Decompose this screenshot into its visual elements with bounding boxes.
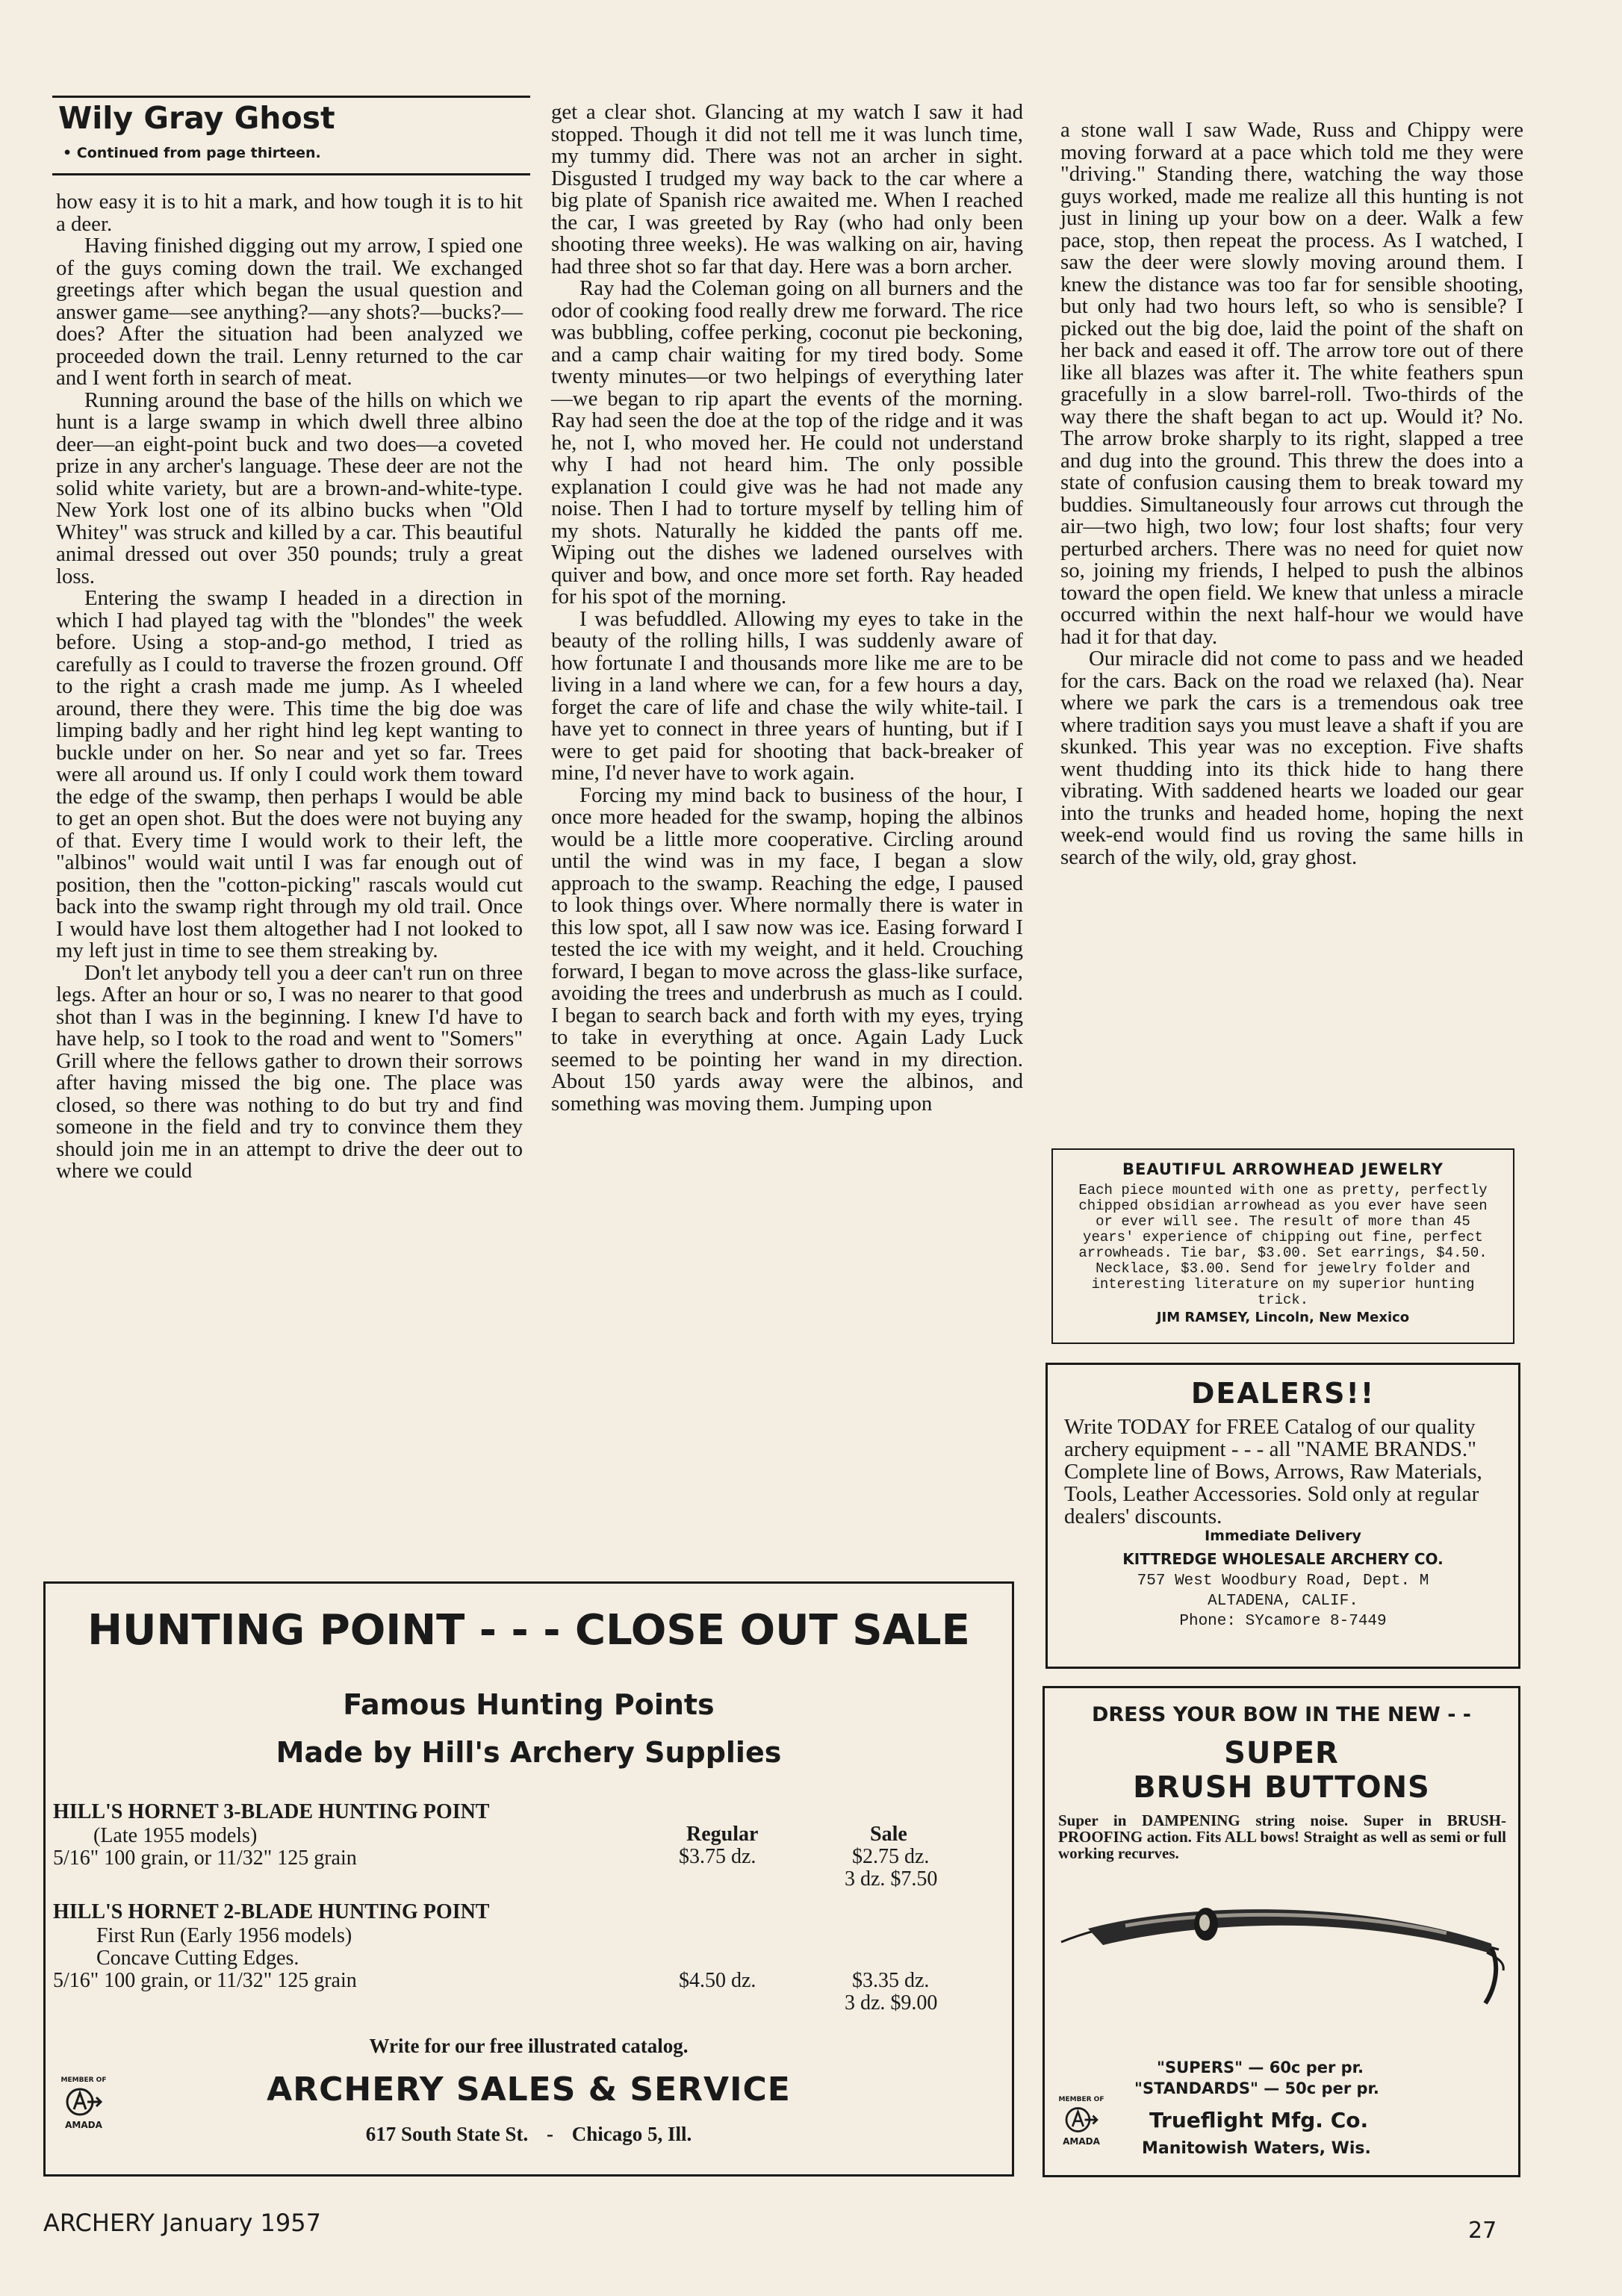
hunting-ad-separator: - [547, 2123, 553, 2145]
amada-logo [58, 2076, 110, 2130]
hunting-ad-company: ARCHERY SALES & SERVICE [267, 2071, 791, 2109]
brush-title-1: SUPER [1224, 1736, 1339, 1770]
product-2-name: HILL'S HORNET 2-BLADE HUNTING POINT [53, 1900, 490, 1923]
hunting-ad-subtitle-1: Famous Hunting Points [343, 1688, 715, 1721]
paragraph: Running around the base of the hills on which we hunt is a large swamp in which dwell three albino deer—an eight-point buck and two does—a coveted prize in any archer's language. These deer are not the solid white variety, but are a brown-and-white-type. New York lost one of its albino bucks when "Old Whitey" was struck and killed by a car. This beautiful animal dressed out over 350 pounds; truly a great loss. [56, 388, 523, 588]
product-1-regular: $3.75 dz. [679, 1845, 756, 1868]
amada-label: AMADA [65, 2120, 102, 2130]
hunting-point-ad [43, 1581, 1014, 2177]
dealers-title: DEALERS!! [1190, 1377, 1376, 1410]
amada-label: AMADA [1063, 2136, 1100, 2147]
hunting-ad-catalog: Write for our free illustrated catalog. [369, 2035, 689, 2057]
hunting-ad-subtitle-2: Made by Hill's Archery Supplies [276, 1736, 782, 1769]
article-column-3 [1060, 119, 1523, 868]
product-1-sale-bulk: 3 dz. $7.50 [845, 1867, 938, 1891]
paragraph: Don't let anybody tell you a deer can't run on three legs. After an hour or so, I was no nearer to that good shot than I was in the beginning. I knew I'd have to have help, so I took to the road and went to "Somers" Grill where the fellows gather to drown their sorrows after having missed the big one. The place was closed, so there was nothing to do but try and find someone in the field and try to convince them they should join me in an attempt to drive the deer out to where we could [56, 960, 523, 1183]
article-column-1 [56, 191, 523, 1183]
dealers-delivery: Immediate Delivery [1205, 1528, 1361, 1544]
brush-title-2: BRUSH BUTTONS [1133, 1770, 1430, 1805]
amada-arrow-icon [65, 2085, 102, 2118]
hunting-ad-street: 617 South State St. [365, 2123, 529, 2145]
hunting-ad-city: Chicago 5, Ill. [571, 2123, 692, 2145]
product-1-name: HILL'S HORNET 3-BLADE HUNTING POINT [53, 1800, 490, 1823]
article-title: Wily Gray Ghost [58, 100, 335, 136]
paragraph: get a clear shot. Glancing at my watch I saw it had stopped. Though it did not tell me it was lunch time, my tummy did. There was not an archer in sight. Disgusted I trudged my way back to the car where a big plate of Spanish rice awaited me. When I reached the car, I was greeted by Ray (who had only been shooting three weeks). He was walking on air, having had three shot so far that day. Here was a born archer. [551, 100, 1023, 279]
amada-logo [1055, 2096, 1107, 2147]
product-1-sub: (Late 1955 models) [93, 1824, 258, 1847]
paragraph: Having finished digging out my arrow, I spied one of the guys coming down the trail. We exchanged greetings after which began the usual question and answer game—see anything?—any shots?—bucks?—does? After the situation had been analyzed we proceeded down the trail. Lenny returned to the car and I went forth in search of meat. [56, 234, 523, 390]
amada-arrow-icon [1063, 2105, 1100, 2135]
product-1-spec: 5/16" 100 grain, or 11/32" 125 grain [53, 1847, 357, 1870]
product-2-regular: $4.50 dz. [679, 1969, 756, 1992]
dealers-company: KITTREDGE WHOLESALE ARCHERY CO. [1122, 1550, 1444, 1568]
title-rule [52, 96, 530, 98]
brush-price-supers: "SUPERS" — 60c per pr. [1157, 2059, 1364, 2076]
brush-buttons-ad [1043, 1686, 1520, 2177]
paragraph: how easy it is to hit a mark, and how tough it is to hit a deer. [56, 190, 523, 236]
product-2-spec: 5/16" 100 grain, or 11/32" 125 grain [53, 1969, 357, 1992]
footer-page-number: 27 [1468, 2218, 1497, 2244]
article-column-2 [551, 102, 1023, 1115]
brush-body: Super in DAMPENING string noise. Super in BRUSH-PROOFING action. Fits ALL bows! Straight as well as semi or full working recurves. [1058, 1811, 1506, 1862]
product-2-sub: Concave Cutting Edges. [96, 1947, 299, 1970]
paragraph: Our miracle did not come to pass and we headed for the cars. Back on the road we relaxed (ha). Near where we park the cars is a tremendous oak tree where tradition says you must leave a shaft if you are skunked. This year was no exception. Five shafts went thudding into its thick hide to hang there vibrating. With saddened hearts we loaded our gear into the trunks and headed home, hoping the next week-end would find us roving the same hills in search of the wily, old, gray ghost. [1060, 647, 1523, 869]
dealers-phone: Phone: SYcamore 8-7449 [1179, 1613, 1387, 1630]
product-2-sale-bulk: 3 dz. $9.00 [845, 1991, 938, 2015]
dealers-city: ALTADENA, CALIF. [1208, 1593, 1358, 1610]
jewelry-ad [1051, 1148, 1514, 1344]
paragraph: Forcing my mind back to business of the hour, I once more headed for the swamp, hoping the albinos would be a little more cooperative. Circling around until the wind was in my face, I began a slow approach to the swamp. Reaching the edge, I paused to look things over. Where normally there is water in this low spot, all I saw now was ice. Easing forward I tested the ice with my weight, and it held. Crouching forward, I began to move across the glass-like surface, avoiding the trees and underbrush as much as I could. I began to search back and forth with my eyes, trying to take in everything at once. Again Lady Luck seemed to be pointing her wand in my direction. About 150 yards away were the albinos, and something was moving them. Jumping upon [551, 783, 1023, 1116]
paragraph: Ray had the Coleman going on all burners and the odor of cooking food really drew me forward. The rice was bubbling, coffee perking, coconut pie beckoning, and a camp chair waiting for my tired body. Some twenty minutes—or two helpings of everything later—we began to rip apart the events of the morning. Ray had seen the doe at the top of the ridge and it was he, not I, who moved her. He could not understand why I had not heard him. The only possible explanation I could give was he had not made any noise. Then I had to torture myself by telling him of my shots. Naturally he kidded the pants off me. Wiping out the dishes we ladened ourselves with quiver and bow, and once more set forth. Ray headed for his spot of the morning. [551, 276, 1023, 609]
product-2-sub: First Run (Early 1956 models) [96, 1924, 352, 1947]
jewelry-ad-body: Each piece mounted with one as pretty, perfectly chipped obsidian arrowhead as you ever have seen or ever will see. The result of more than 45 years' experience of chipping out fine, perfect arrowheads. Tie bar, $3.00. Set earrings, $4.50. Necklace, $3.00. Send for jewelry folder and interesting literature on my superior hunting trick. [1078, 1182, 1488, 1308]
product-2-sale: $3.35 dz. [852, 1969, 930, 1992]
jewelry-ad-title: BEAUTIFUL ARROWHEAD JEWELRY [1122, 1160, 1444, 1178]
paragraph: I was befuddled. Allowing my eyes to take in the beauty of the rolling hills, I was suddenly aware of how fortunate I and thousands more like me are to be living in a land where we can, for a few hours a day, forget the care of life and chase the wily white-tail. I have yet to connect in three years of hunting, but if I were to get paid for shooting that back-breaker of mine, I'd never have to work again. [551, 606, 1023, 785]
hunting-ad-title: HUNTING POINT - - - CLOSE OUT SALE [87, 1606, 970, 1655]
brush-price-standards: "STANDARDS" — 50c per pr. [1134, 2079, 1379, 2097]
amada-member-label: MEMBER OF [1058, 2096, 1104, 2103]
regular-label: Regular [686, 1823, 759, 1846]
jewelry-ad-signature: JIM RAMSEY, Lincoln, New Mexico [1156, 1310, 1410, 1325]
sale-label: Sale [870, 1823, 907, 1846]
dealers-body: Write TODAY for FREE Catalog of our quality archery equipment - - - all "NAME BRANDS." Complete line of Bows, Arrows, Raw Materials, Tools, Leather Accessories. Sold only at regular dealers' discounts. [1064, 1415, 1482, 1528]
paragraph: a stone wall I saw Wade, Russ and Chippy were moving forward at a pace which told me they were "driving." Standing there, watching the way those guys worked, made me realize all this hunting is not just in lining up your bow on a deer. Walk a few pace, stop, then repeat the process. As I watched, I saw the deer were slowly moving around them. I knew the distance was too far for sensible shooting, but only had two hours left, so who is sensible? I picked out the big doe, laid the point of the shaft on her back and eased it off. The arrow tore out of there like all blazes was after it. The white feathers spun gracefully in a slow barrel-roll. Two-thirds of the way there the shaft began to act up. Would it? No. The arrow broke sharply to its right, slapped a tree and dug into the ground. This threw the does into a state of confusion causing them to break toward my buddies. Simultaneously four arrows cut through the air—two high, two low; four lost shafts; four very perturbed archers. There was no need for quiet now so, joining my friends, I helped to push the albinos toward the open field. We knew that unless a miracle occurred within the next half-hour we would have had it for that day. [1060, 118, 1523, 649]
brush-company: Trueflight Mfg. Co. [1149, 2108, 1369, 2132]
paragraph: Entering the swamp I headed in a direction in which I had played tag with the "blondes" the week before. Using a stop-and-go method, I tried as carefully as I could to traverse the frozen ground. Off to the right a crash made me jump. As I wheeled around, there they were. This time the big doe was limping badly and her right hind leg kept wanting to buckle under on her. So near and yet so far. Trees were all around us. If only I could work them toward the edge of the swamp, then perhaps I would be able to get an open shot. But the does were not buying any of that. Every time I would work to their left, the "albinos" would wait until I was far enough out of position, then the "cotton-picking" rascals would cut back into the swamp right through my old trail. Once I would have lost them altogether had I not looked to my left just in time to see them streaking by. [56, 586, 523, 962]
brush-headline: DRESS YOUR BOW IN THE NEW - - [1091, 1703, 1472, 1726]
dealers-address: 757 West Woodbury Road, Dept. M [1137, 1572, 1429, 1590]
footer-magazine: ARCHERY January 1957 [43, 2209, 321, 2237]
continued-note: • Continued from page thirteen. [63, 145, 321, 161]
title-bottom-rule [52, 173, 530, 175]
dealers-ad [1045, 1363, 1520, 1669]
brush-city: Manitowish Waters, Wis. [1142, 2139, 1371, 2158]
product-1-sale: $2.75 dz. [852, 1845, 930, 1868]
amada-member-label: MEMBER OF [60, 2076, 107, 2084]
bow-brush-button-illustration [1058, 1884, 1506, 2011]
hunting-ad-address [46, 2123, 1012, 2146]
